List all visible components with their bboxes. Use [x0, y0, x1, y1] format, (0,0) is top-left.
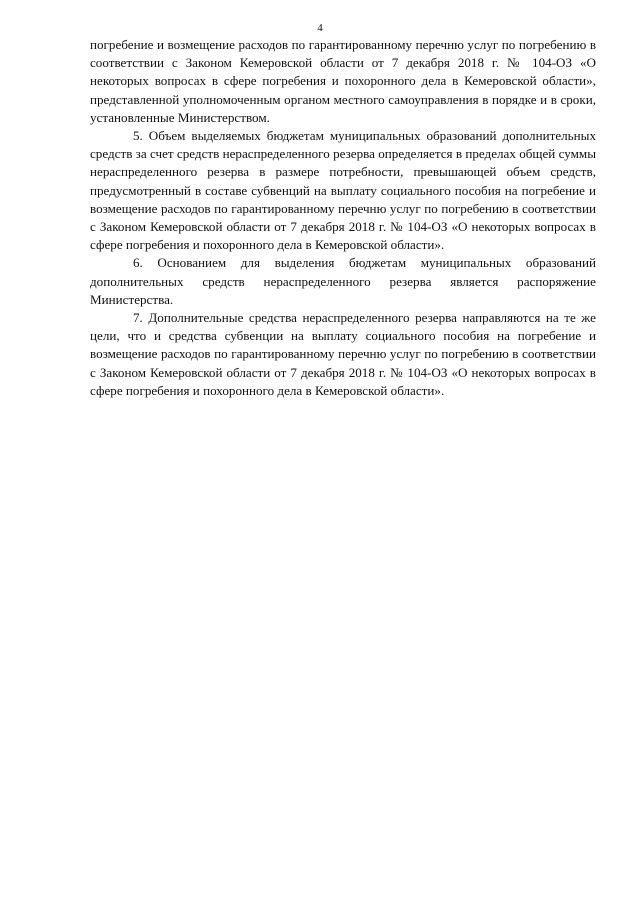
- document-body: [90, 36, 596, 400]
- paragraph-item-7: 7. Дополнительные средства нераспределенного резерва направляются на те же цели, что и средства субвенции на выплату социального пособия на погребение и возмещение расходов по гарантированному перечню услуг по погребению в соответствии с Законом Кемеровской области от 7 декабря 2018 г. № 104-ОЗ «О некоторых вопросах в сфере погребения и похоронного дела в Кемеровской области».: [90, 310, 596, 398]
- paragraph-item-6: 6. Основанием для выделения бюджетам муниципальных образований дополнительных средств нераспределенного резерва является распоряжение Министерства.: [90, 255, 596, 307]
- paragraph-continuation: погребение и возмещение расходов по гарантированному перечню услуг по погребению в соответствии с Законом Кемеровской области от 7 декабря 2018 г. № 104-ОЗ «О некоторых вопросах в сфере погребения и похоронного дела в Кемеровской области», представленной уполномоченным органом местного самоуправления в порядке и в сроки, установленные Министерством.: [90, 37, 596, 125]
- paragraph-item-5: 5. Объем выделяемых бюджетам муниципальных образований дополнительных средств за счет средств нераспределенного резерва определяется в пределах общей суммы нераспределенного резерва в размере потребности, превышающей объем средств, предусмотренный в составе субвенций на выплату социального пособия на погребение и возмещение расходов по гарантированному перечню услуг по погребению в соответствии с Законом Кемеровской области от 7 декабря 2018 г. № 104-ОЗ «О некоторых вопросах в сфере погребения и похоронного дела в Кемеровской области».: [90, 128, 596, 253]
- page-number: 4: [317, 22, 323, 34]
